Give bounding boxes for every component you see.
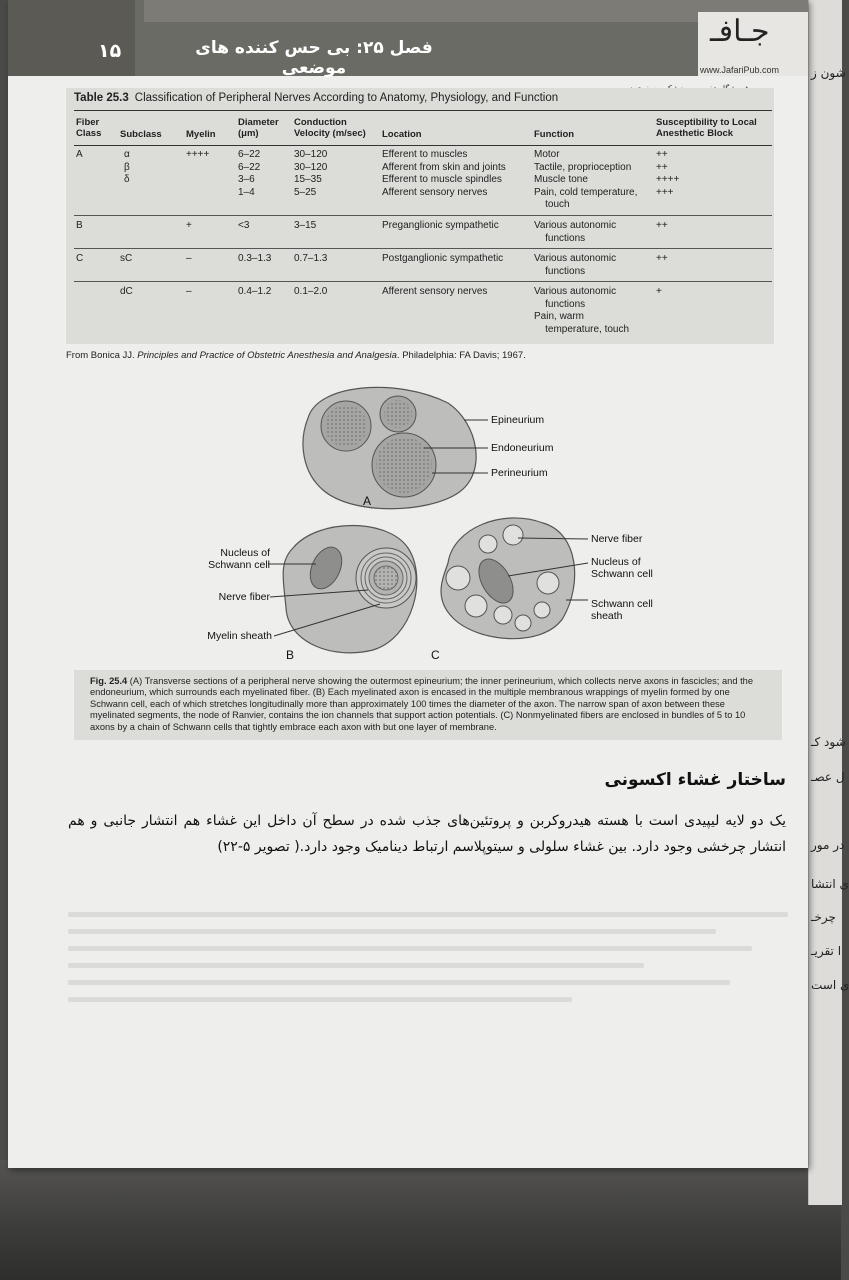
cell-function: Various autonomic functions Pain, warm temperature, touch (534, 286, 630, 335)
facing-page-fragment: شود کـ (811, 735, 846, 749)
table-caption: Classification of Peripheral Nerves According to Anatomy, Physiology, and Function (134, 92, 559, 104)
label-nucleus-schwann-b: Nucleus of Schwann cell (208, 547, 270, 571)
cell-susceptibility: ++ ++ ++++ +++ (656, 149, 680, 198)
cell-myelin: + (186, 220, 192, 231)
table-title (74, 92, 558, 104)
facing-page-edge (808, 0, 849, 1205)
cell-diameter: 6–22 6–22 3–6 1–4 (238, 149, 261, 198)
desk-surface (0, 1160, 841, 1280)
panel-a-nerve-section (303, 387, 488, 508)
panel-c-label: C (431, 648, 440, 662)
page-header (8, 0, 808, 76)
cell-location: Afferent sensory nerves (382, 286, 488, 297)
cell-velocity: 30–120 30–120 15–35 5–25 (294, 149, 328, 198)
nerve-diagram-svg (158, 378, 678, 668)
cell-location: Preganglionic sympathetic (382, 220, 499, 231)
cell-diameter: 0.3–1.3 (238, 253, 272, 264)
book-page (8, 0, 808, 1168)
facing-page-fragment: ا تقریـ (811, 944, 842, 958)
col-function: Function (534, 129, 575, 140)
caption-body: (A) Transverse sections of a peripheral nerve showing the outermost epineurium; the inner perineurium, which collects nerve axons in fascicles; and the endoneurium, which surrounds each myelinated fiber. (B) Each myelinated axon is encased in the multiple membranous wrappings of myelin formed by one Schwann cell, each of which stretches longitudinally more than approximately 100 times the diameter of the axon. The narrow span of axon between these myelinated segments, the node of Ranvier, contains the ion channels that support action potentials. (C) Nonmyelinated fibers are enclosed in bundles of 5 to 10 axons by a chain of Schwann cells that tightly embrace each axon with but one layer of membrane. (90, 676, 753, 732)
cell-location: Postganglionic sympathetic (382, 253, 504, 264)
cell-fiber-class: C (76, 253, 84, 264)
nerve-figure (158, 378, 678, 668)
facing-page-fragment: ی است (811, 978, 849, 992)
cell-myelin: – (186, 253, 192, 264)
label-nucleus-schwann-c: Nucleus of Schwann cell (591, 556, 653, 580)
label-schwann-sheath: Schwann cell sheath (591, 598, 653, 622)
facing-page-fragment: شون ز (811, 66, 846, 80)
cell-susceptibility: + (656, 286, 662, 297)
label-nerve-fiber-c: Nerve fiber (591, 533, 643, 545)
panel-c-nonmyelinated-fibers (441, 518, 588, 639)
col-susceptibility: Susceptibility to Local Anesthetic Block (656, 117, 757, 139)
cell-fiber-class: A (76, 149, 83, 160)
cell-function: Various autonomic functions (534, 253, 617, 277)
cell-subclass: dC (120, 286, 133, 297)
col-location: Location (382, 129, 422, 140)
cell-function: Motor Tactile, proprioception Muscle tone Pain, cold temperature, touch (534, 149, 638, 210)
label-nerve-fiber-b: Nerve fiber (218, 591, 270, 603)
col-myelin: Myelin (186, 129, 216, 140)
panel-a-label: A (363, 494, 372, 508)
table-label: Table 25.3 (74, 92, 129, 104)
cell-function: Various autonomic functions (534, 220, 617, 244)
show-through-text (68, 900, 788, 1080)
table-credit: From Bonica JJ. Principles and Practice of Obstetric Anesthesia and Analgesia. Philadelphia: FA Davis; 1967. (66, 350, 526, 361)
cell-myelin: ++++ (186, 149, 210, 160)
cell-fiber-class: B (76, 220, 83, 231)
caption-label: Fig. 25.4 (90, 676, 128, 686)
cell-susceptibility: ++ (656, 220, 668, 231)
section-body: یک دو لایه لیپیدی است با هسته هیدروکربن و پروتئین‌های جذب شده در سطح آن داخل این غشاء هم انتشار جانبی و هم انتشار چرخشی وجود دارد. بین غشاء سلولی و سیتوپلاسم ارتباط دینامیک وجود دارد.( تصویر ۵-۲۲) (68, 813, 786, 855)
col-fiber-class: Fiber Class (76, 117, 102, 139)
publisher-logo (698, 12, 808, 76)
panel-b-label: B (286, 648, 295, 662)
cell-myelin: – (186, 286, 192, 297)
chapter-title: فصل ۲۵: بی حس کننده های موضعی (195, 38, 433, 78)
cell-location: Efferent to muscles Afferent from skin and joints Efferent to muscle spindles Afferent sensory nerves (382, 149, 506, 198)
cell-velocity: 3–15 (294, 220, 317, 231)
panel-b-myelinated-axon (268, 526, 417, 653)
logo-url: www.JafariPub.com (700, 65, 780, 75)
cell-velocity: 0.7–1.3 (294, 253, 328, 264)
logo-mark-icon: ج‍ـافـ (710, 14, 770, 49)
label-perineurium: Perineurium (491, 467, 548, 479)
col-diameter: Diameter (μm) (238, 117, 279, 139)
cell-subclass: sC (120, 253, 133, 264)
col-subclass: Subclass (120, 129, 162, 140)
cell-diameter: 0.4–1.2 (238, 286, 272, 297)
cell-velocity: 0.1–2.0 (294, 286, 328, 297)
label-endoneurium: Endoneurium (491, 442, 554, 454)
label-myelin-sheath: Myelin sheath (207, 630, 272, 642)
col-velocity: Conduction Velocity (m/sec) (294, 117, 366, 139)
cell-diameter: <3 (238, 220, 250, 231)
label-epineurium: Epineurium (491, 414, 545, 426)
facing-page-fragment: چرخـ (811, 910, 836, 924)
facing-page-fragment: ل عصـ (811, 770, 845, 784)
classification-table (66, 88, 774, 344)
facing-page-fragment: ی انتشا (811, 877, 849, 891)
page-number: ۱۵ (98, 40, 122, 62)
cell-subclass: α β δ (124, 149, 130, 185)
cell-susceptibility: ++ (656, 253, 668, 264)
figure-caption (74, 670, 782, 740)
facing-page-fragment: در مور (811, 838, 845, 852)
section-heading: ساختار غشاء اکسونی (604, 770, 786, 790)
